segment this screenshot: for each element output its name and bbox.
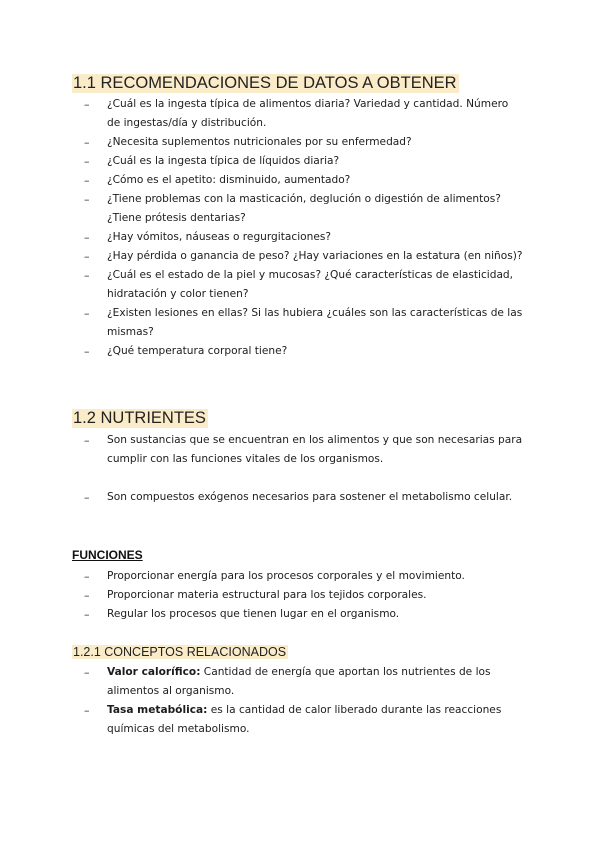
list-item: – ¿Hay pérdida o ganancia de peso? ¿Hay variaciones en la estatura (en niños)? bbox=[84, 250, 523, 263]
list-item: – ¿Hay vómitos, náuseas o regurgitaciones? bbox=[84, 231, 331, 244]
list-item: – Proporcionar energía para los procesos corporales y el movimiento. bbox=[84, 570, 465, 583]
list-item: – Valor calorífico: Cantidad de energía que aportan los nutrientes de los alimentos al organismo. bbox=[84, 666, 491, 697]
concepts-list bbox=[84, 663, 524, 739]
concept-term: Tasa metabólica: bbox=[107, 704, 208, 716]
list-item: – ¿Necesita suplementos nutricionales por su enfermedad? bbox=[84, 136, 412, 149]
list-item: – Son sustancias que se encuentran en los alimentos y que son necesarias para cumplir con las funciones vitales de los organismos. bbox=[84, 434, 523, 465]
recommendations-list bbox=[84, 95, 524, 361]
functions-title: FUNCIONES bbox=[72, 548, 143, 562]
list-item: – Son compuestos exógenos necesarios para sostener el metabolismo celular. bbox=[84, 491, 513, 504]
list-item: – ¿Qué temperatura corporal tiene? bbox=[84, 345, 288, 358]
list-item: – ¿Cuál es el estado de la piel y mucosas? ¿Qué características de elasticidad, hidratación y color tienen? bbox=[84, 269, 514, 300]
list-item: – ¿Existen lesiones en ellas? Si las hubiera ¿cuáles son las características de las mismas? bbox=[84, 307, 523, 338]
concept-term: Valor calorífico: bbox=[107, 666, 201, 678]
list-item: – Tasa metabólica: es la cantidad de calor liberado durante las reacciones químicas del metabolismo. bbox=[84, 704, 502, 735]
section-title-recomendaciones: 1.1 RECOMENDACIONES DE DATOS A OBTENER bbox=[73, 74, 457, 92]
nutrients-list bbox=[84, 431, 524, 507]
list-item: – ¿Cómo es el apetito: disminuido, aumentado? bbox=[84, 174, 351, 187]
list-item: – ¿Cuál es la ingesta típica de líquidos diaria? bbox=[84, 155, 340, 168]
list-item: – ¿Cuál es la ingesta típica de alimentos diaria? Variedad y cantidad. Número de ingestas/día y distribución. bbox=[84, 98, 509, 129]
section-title-conceptos: 1.2.1 CONCEPTOS RELACIONADOS bbox=[73, 645, 287, 659]
functions-list bbox=[84, 567, 524, 624]
list-item: – ¿Tiene problemas con la masticación, deglución o digestión de alimentos? ¿Tiene prótesis dentarias? bbox=[84, 193, 501, 224]
section-title-nutrientes: 1.2 NUTRIENTES bbox=[73, 409, 206, 427]
list-item: – Proporcionar materia estructural para los tejidos corporales. bbox=[84, 589, 427, 602]
list-item: – Regular los procesos que tienen lugar en el organismo. bbox=[84, 608, 400, 621]
